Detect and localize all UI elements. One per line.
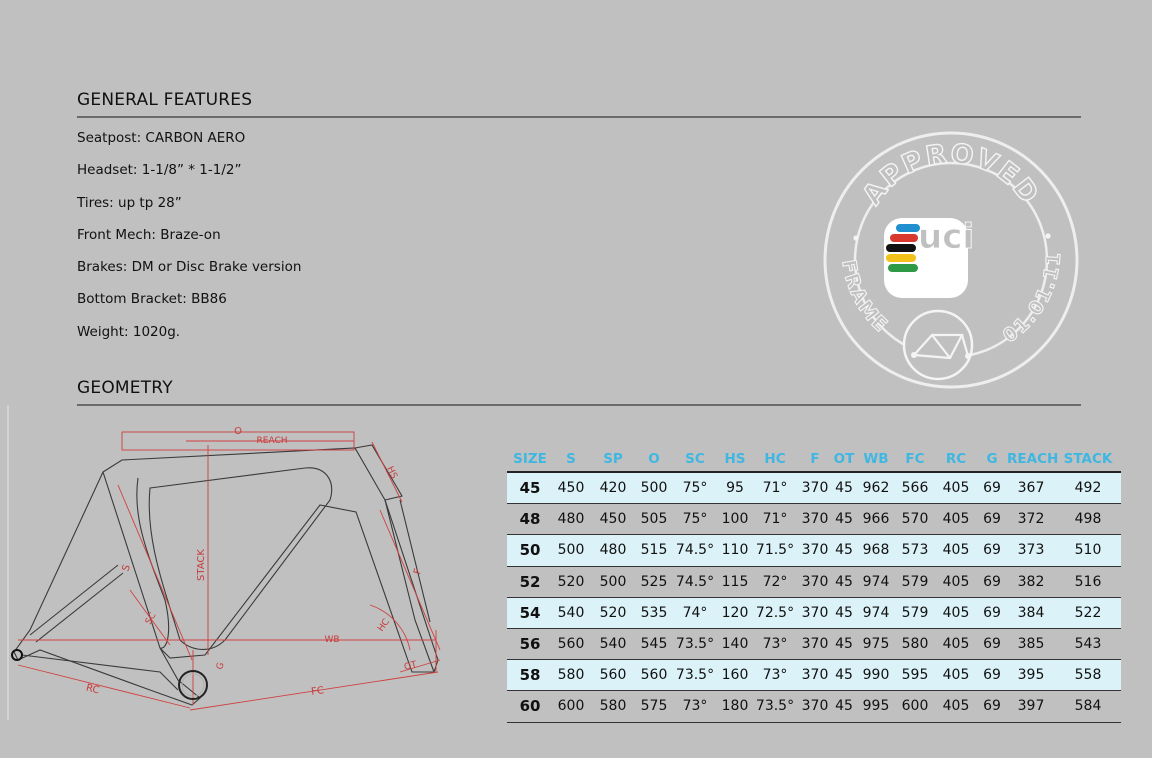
- cell-ot: 45: [831, 504, 857, 535]
- cell-reach: 367: [1007, 472, 1055, 504]
- col-header-g: G: [977, 447, 1007, 472]
- geometry-table-body: [507, 472, 1121, 722]
- general-features-divider: [77, 116, 1081, 118]
- cell-stack: 522: [1055, 597, 1121, 628]
- cell-o: 515: [637, 535, 671, 566]
- cell-stack: 543: [1055, 628, 1121, 659]
- cell-sp: 560: [589, 660, 637, 691]
- bike-frame-icon: [904, 311, 972, 379]
- cell-wb: 974: [857, 566, 895, 597]
- badge-approved-text: APPROVED: [856, 138, 1046, 211]
- cell-o: 545: [637, 628, 671, 659]
- cell-rc: 405: [935, 628, 977, 659]
- cell-sp: 540: [589, 628, 637, 659]
- cell-s: 500: [553, 535, 589, 566]
- cell-g: 69: [977, 504, 1007, 535]
- cell-hs: 115: [719, 566, 751, 597]
- cell-hs: 140: [719, 628, 751, 659]
- cell-fc: 600: [895, 691, 935, 722]
- cell-f: 370: [799, 691, 831, 722]
- cell-reach: 382: [1007, 566, 1055, 597]
- feature-front-mech: Front Mech: Braze-on: [77, 226, 221, 243]
- cell-hc: 72°: [751, 566, 799, 597]
- uci-logo-text: uci: [918, 217, 975, 257]
- dim-label-reach: REACH: [256, 436, 288, 446]
- cell-sc: 74.5°: [671, 566, 719, 597]
- cell-reach: 373: [1007, 535, 1055, 566]
- cell-hs: 180: [719, 691, 751, 722]
- cell-size: 60: [507, 691, 553, 722]
- cell-g: 69: [977, 691, 1007, 722]
- dim-label-stack: STACK: [196, 549, 207, 581]
- table-row: [507, 660, 1121, 691]
- cell-hc: 71°: [751, 504, 799, 535]
- col-header-stack: STACK: [1055, 447, 1121, 472]
- geometry-heading: GEOMETRY: [77, 378, 173, 398]
- cell-hs: 110: [719, 535, 751, 566]
- cell-sc: 75°: [671, 472, 719, 504]
- dim-label-hs: HS: [384, 465, 399, 481]
- dim-label-rc: RC: [84, 682, 101, 697]
- col-header-reach: REACH: [1007, 447, 1055, 472]
- dim-label-wb: WB: [324, 635, 340, 645]
- cell-hc: 71.5°: [751, 535, 799, 566]
- cell-fc: 579: [895, 597, 935, 628]
- dim-label-s: S: [120, 563, 133, 574]
- dim-label-fc: FC: [310, 685, 325, 698]
- col-header-hs: HS: [719, 447, 751, 472]
- cell-o: 500: [637, 472, 671, 504]
- cell-reach: 385: [1007, 628, 1055, 659]
- cell-ot: 45: [831, 472, 857, 504]
- cell-size: 48: [507, 504, 553, 535]
- col-header-rc: RC: [935, 447, 977, 472]
- cell-s: 540: [553, 597, 589, 628]
- col-header-s: S: [553, 447, 589, 472]
- cell-wb: 974: [857, 597, 895, 628]
- cell-size: 58: [507, 660, 553, 691]
- cell-wb: 975: [857, 628, 895, 659]
- cell-hs: 160: [719, 660, 751, 691]
- cell-reach: 397: [1007, 691, 1055, 722]
- cell-rc: 405: [935, 566, 977, 597]
- cell-f: 370: [799, 566, 831, 597]
- col-header-sc: SC: [671, 447, 719, 472]
- cell-wb: 968: [857, 535, 895, 566]
- col-header-o: O: [637, 447, 671, 472]
- col-header-fc: FC: [895, 447, 935, 472]
- table-row: [507, 691, 1121, 722]
- cell-hc: 73.5°: [751, 691, 799, 722]
- cell-sc: 75°: [671, 504, 719, 535]
- cell-rc: 405: [935, 535, 977, 566]
- cell-sp: 450: [589, 504, 637, 535]
- cell-fc: 579: [895, 566, 935, 597]
- cell-sc: 73°: [671, 691, 719, 722]
- cell-hs: 120: [719, 597, 751, 628]
- cell-sp: 480: [589, 535, 637, 566]
- cell-hc: 73°: [751, 660, 799, 691]
- col-header-sp: SP: [589, 447, 637, 472]
- cell-o: 560: [637, 660, 671, 691]
- feature-headset: Headset: 1-1/8” * 1-1/2”: [77, 162, 242, 179]
- cell-fc: 570: [895, 504, 935, 535]
- badge-frame-text: FRAME: [837, 258, 893, 338]
- badge-dot-right: [1045, 233, 1050, 238]
- cell-o: 505: [637, 504, 671, 535]
- cell-s: 520: [553, 566, 589, 597]
- cell-ot: 45: [831, 628, 857, 659]
- badge-dot-left: [853, 235, 858, 240]
- cell-stack: 584: [1055, 691, 1121, 722]
- cell-hc: 73°: [751, 628, 799, 659]
- general-features-heading: GENERAL FEATURES: [77, 90, 253, 110]
- cell-reach: 372: [1007, 504, 1055, 535]
- cell-fc: 580: [895, 628, 935, 659]
- cell-size: 52: [507, 566, 553, 597]
- dim-label-ot: OT: [403, 659, 418, 673]
- cell-s: 560: [553, 628, 589, 659]
- feature-brakes: Brakes: DM or Disc Brake version: [77, 259, 302, 276]
- table-row: [507, 628, 1121, 659]
- cell-stack: 492: [1055, 472, 1121, 504]
- cell-sp: 500: [589, 566, 637, 597]
- dim-label-hc: HC: [376, 617, 392, 634]
- cell-ot: 45: [831, 535, 857, 566]
- cell-f: 370: [799, 472, 831, 504]
- features-list: [77, 128, 301, 354]
- cell-sc: 73.5°: [671, 628, 719, 659]
- feature-seatpost: Seatpost: CARBON AERO: [77, 130, 246, 146]
- badge-date-text: 01.01.11: [998, 249, 1066, 348]
- cell-hc: 72.5°: [751, 597, 799, 628]
- table-row: [507, 535, 1121, 566]
- cell-s: 480: [553, 504, 589, 535]
- table-row: [507, 472, 1121, 504]
- cell-s: 580: [553, 660, 589, 691]
- cell-sp: 520: [589, 597, 637, 628]
- cell-f: 370: [799, 597, 831, 628]
- cell-stack: 510: [1055, 535, 1121, 566]
- cell-ot: 45: [831, 597, 857, 628]
- cell-size: 45: [507, 472, 553, 504]
- cell-f: 370: [799, 660, 831, 691]
- cell-o: 535: [637, 597, 671, 628]
- col-header-size: SIZE: [507, 447, 553, 472]
- col-header-ot: OT: [831, 447, 857, 472]
- cell-fc: 573: [895, 535, 935, 566]
- cell-rc: 405: [935, 472, 977, 504]
- cell-o: 575: [637, 691, 671, 722]
- frame-geometry-diagram: [0, 400, 450, 730]
- cell-sc: 74.5°: [671, 535, 719, 566]
- col-header-f: F: [799, 447, 831, 472]
- cell-g: 69: [977, 597, 1007, 628]
- cell-wb: 966: [857, 504, 895, 535]
- cell-sp: 580: [589, 691, 637, 722]
- geometry-table: [507, 447, 1121, 723]
- cell-f: 370: [799, 504, 831, 535]
- uci-logo: [884, 217, 974, 298]
- table-row: [507, 566, 1121, 597]
- dim-label-sc: SC: [143, 611, 159, 627]
- cell-f: 370: [799, 628, 831, 659]
- cell-hc: 71°: [751, 472, 799, 504]
- cell-stack: 516: [1055, 566, 1121, 597]
- cell-rc: 405: [935, 504, 977, 535]
- dim-label-o: O: [234, 426, 242, 437]
- cell-g: 69: [977, 628, 1007, 659]
- cell-o: 525: [637, 566, 671, 597]
- cell-ot: 45: [831, 566, 857, 597]
- cell-size: 50: [507, 535, 553, 566]
- table-row: [507, 504, 1121, 535]
- uci-approved-badge: [822, 130, 1080, 390]
- cell-reach: 395: [1007, 660, 1055, 691]
- cell-hs: 100: [719, 504, 751, 535]
- cell-fc: 595: [895, 660, 935, 691]
- col-header-wb: WB: [857, 447, 895, 472]
- col-header-hc: HC: [751, 447, 799, 472]
- cell-wb: 995: [857, 691, 895, 722]
- cell-ot: 45: [831, 660, 857, 691]
- cell-g: 69: [977, 660, 1007, 691]
- feature-tires: Tires: up tp 28”: [77, 194, 182, 211]
- cell-g: 69: [977, 472, 1007, 504]
- cell-sc: 74°: [671, 597, 719, 628]
- cell-wb: 990: [857, 660, 895, 691]
- cell-rc: 405: [935, 597, 977, 628]
- cell-rc: 405: [935, 660, 977, 691]
- cell-f: 370: [799, 535, 831, 566]
- dim-label-g: G: [215, 661, 227, 671]
- cell-sc: 73.5°: [671, 660, 719, 691]
- cell-fc: 566: [895, 472, 935, 504]
- cell-g: 69: [977, 566, 1007, 597]
- dim-label-f: F: [412, 567, 425, 576]
- cell-stack: 498: [1055, 504, 1121, 535]
- geometry-table-header: [507, 447, 1121, 472]
- feature-weight: Weight: 1020g.: [77, 323, 181, 340]
- cell-ot: 45: [831, 691, 857, 722]
- cell-rc: 405: [935, 691, 977, 722]
- cell-g: 69: [977, 535, 1007, 566]
- cell-size: 56: [507, 628, 553, 659]
- cell-hs: 95: [719, 472, 751, 504]
- cell-s: 450: [553, 472, 589, 504]
- table-row: [507, 597, 1121, 628]
- cell-reach: 384: [1007, 597, 1055, 628]
- cell-sp: 420: [589, 472, 637, 504]
- cell-size: 54: [507, 597, 553, 628]
- cell-stack: 558: [1055, 660, 1121, 691]
- feature-bottom-bracket: Bottom Bracket: BB86: [77, 291, 227, 308]
- cell-wb: 962: [857, 472, 895, 504]
- cell-s: 600: [553, 691, 589, 722]
